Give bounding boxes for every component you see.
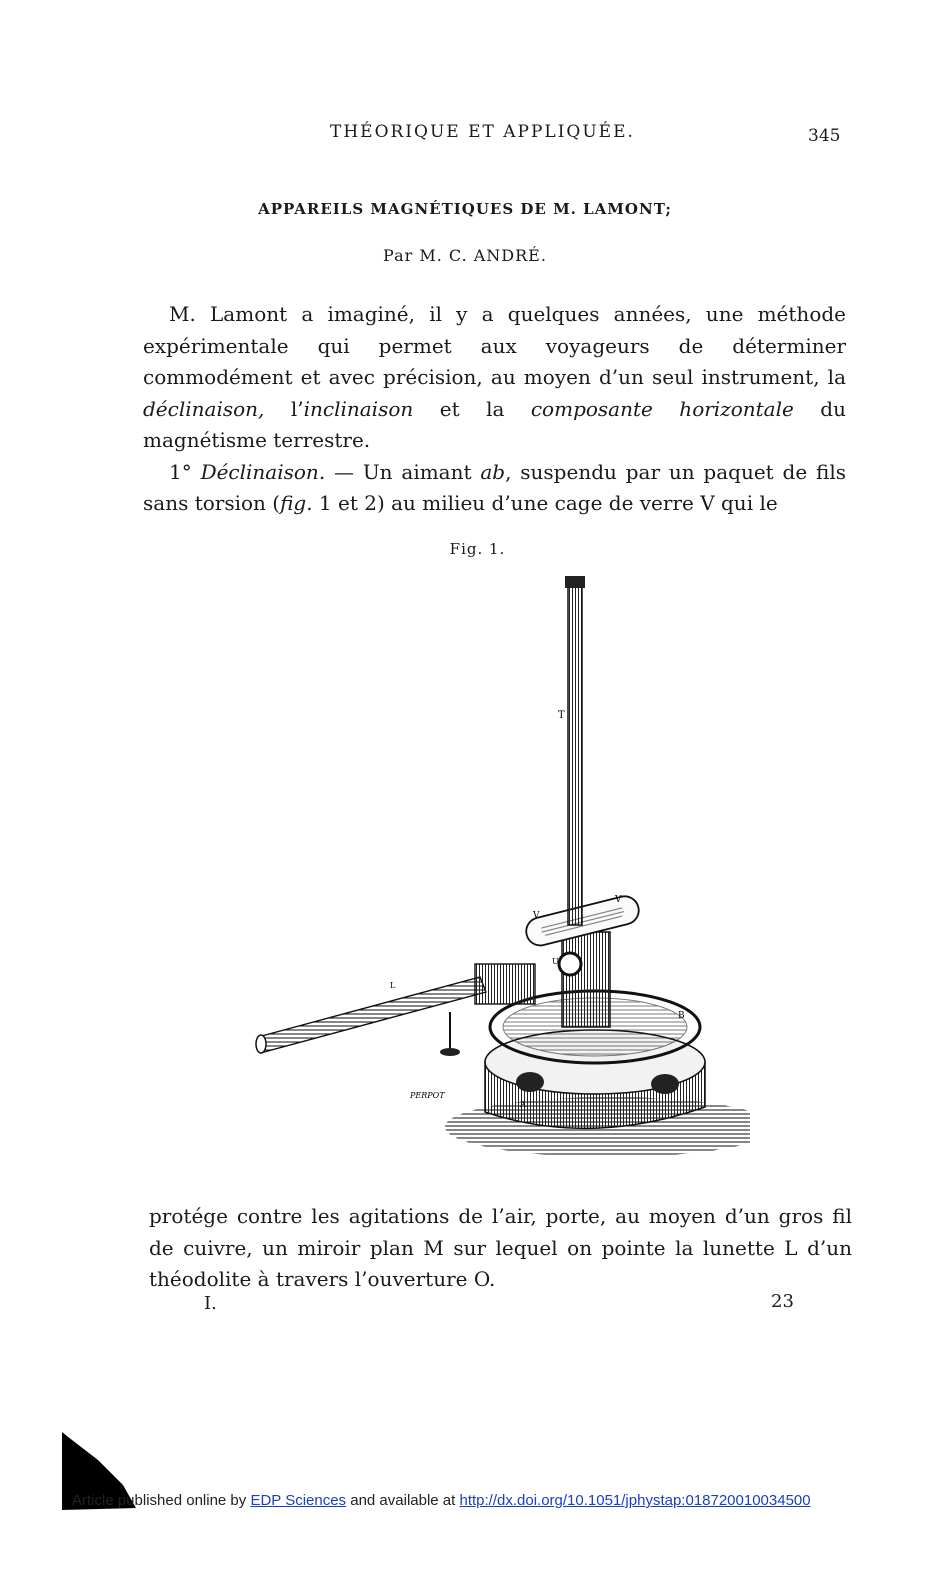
- label-v2: V: [533, 911, 540, 921]
- label-v: V: [615, 895, 622, 905]
- running-head: [0, 122, 930, 152]
- theodolite-engraving: [250, 572, 750, 1162]
- page-number: 345: [808, 126, 841, 146]
- label-l: L: [390, 981, 396, 990]
- telescope-l: [258, 977, 486, 1052]
- running-title: THÉORIQUE ET APPLIQUÉE.: [330, 122, 635, 142]
- telescope-eyepiece: [256, 1035, 266, 1053]
- byline: Par M. C. ANDRÉ.: [383, 246, 547, 265]
- theodolite-figure: [250, 572, 750, 1162]
- body-text-bottom: [149, 1201, 852, 1296]
- label-a: A: [520, 1100, 526, 1109]
- body-text-top: [143, 299, 846, 520]
- section-heading: Déclinaison.: [200, 459, 326, 484]
- foot-screw-right: [651, 1074, 679, 1094]
- edp-sciences-link[interactable]: EDP Sciences: [250, 1492, 347, 1509]
- tube-cap: [565, 576, 585, 588]
- label-b: B: [678, 1011, 685, 1021]
- signature-mark: I.: [204, 1293, 217, 1314]
- paragraph-1: M. Lamont a imaginé, il y a quelques années, une méthode expérimentale qui permet aux voyageurs de déterminer commodément et avec précision, au moyen d’un seul instrument, la déclinaison, l’inclinaison et la composante horizontale du magnétisme terrestre.: [143, 302, 846, 452]
- foot-screw-left: [516, 1072, 544, 1092]
- paragraph-2: 1° Déclinaison. — Un aimant ab, suspendu par un paquet de fils sans torsion (fig. 1 et 2) au milieu d’une cage de verre V qui le: [143, 459, 846, 515]
- screw-head: [440, 1048, 460, 1056]
- article-title: APPAREILS MAGNÉTIQUES DE M. LAMONT;: [258, 200, 672, 218]
- figure-caption: Fig. 1.: [449, 540, 506, 558]
- label-t: T: [558, 710, 565, 721]
- telescope-mount: [475, 964, 535, 1004]
- label-u: U: [552, 957, 559, 966]
- sheet-number: 23: [771, 1291, 794, 1312]
- central-column: [562, 932, 610, 1027]
- doi-link[interactable]: http://dx.doi.org/10.1051/jphystap:018720010034500: [459, 1492, 811, 1509]
- opening-o: [559, 953, 581, 975]
- engraver-signature: PERPOT: [410, 1091, 445, 1100]
- publication-notice: Article published online by EDP Sciences and available at http://dx.doi.org/10.1051/jphystap:018720010034500: [72, 1492, 811, 1509]
- paragraph-3: protége contre les agitations de l’air, porte, au moyen d’un gros fil de cuivre, un miroir plan M sur lequel on pointe la lunette L d’un théodolite à travers l’ouverture O.: [149, 1204, 852, 1291]
- suspension-tube: [568, 580, 582, 925]
